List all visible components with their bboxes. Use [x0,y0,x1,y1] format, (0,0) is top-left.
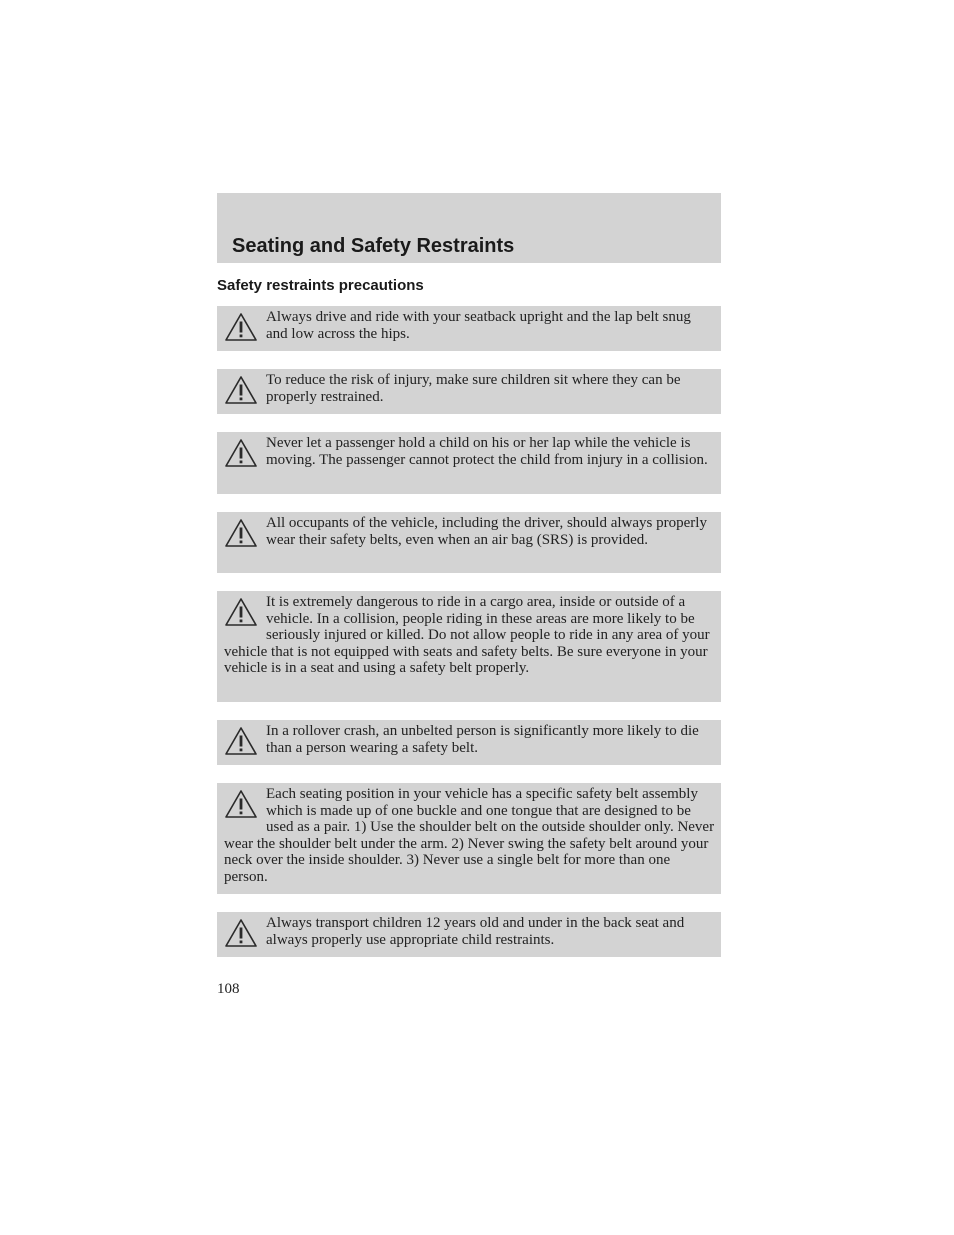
warning-text: All occupants of the vehicle, including the driver, should always properly wear their safety belts, even when an air bag (SRS) is provided. [266,515,707,548]
warning-text: Never let a passenger hold a child on his or her lap while the vehicle is moving. The passenger cannot protect the child from injury in a collision. [266,435,708,468]
warning-triangle-icon [224,789,258,822]
warning-box [217,591,721,702]
chapter-header [217,193,721,263]
warning-box [217,912,721,957]
chapter-title: Seating and Safety Restraints [232,235,515,257]
warning-triangle-icon [224,918,258,951]
warning-box [217,306,721,351]
warning-box [217,432,721,494]
warning-triangle-icon [224,312,258,345]
warning-text: Always transport children 12 years old and under in the back seat and always properly use appropriate child restraints. [266,915,685,948]
warning-box [217,369,721,414]
warning-text: To reduce the risk of injury, make sure children sit where they can be properly restrained. [266,372,681,405]
warning-triangle-icon [224,726,258,759]
warning-box [217,512,721,573]
section-heading: Safety restraints precautions [217,277,424,294]
warning-triangle-icon [224,518,258,551]
warning-box [217,720,721,765]
page-number: 108 [217,981,240,997]
warning-text: Each seating position in your vehicle has a specific safety belt assembly which is made up of one buckle and one tongue that are designed to be used as a pair. 1) Use the shoulder belt on the outside shoulder only. Never wear the shoulder belt under the arm. 2) Never swing the safety belt around your neck over the inside shoulder. 3) Never use a single belt for more than one person. [224,786,715,885]
warning-triangle-icon [224,597,258,630]
warning-text: In a rollover crash, an unbelted person is significantly more likely to die than a person wearing a safety belt. [266,723,699,756]
warning-triangle-icon [224,375,258,408]
warning-box [217,783,721,894]
warning-text: It is extremely dangerous to ride in a cargo area, inside or outside of a vehicle. In a collision, people riding in these areas are more likely to be seriously injured or killed. Do not allow people to ride in any area of your vehicle that is not equipped with seats and safety belts. Be sure everyone in your vehicle is in a seat and using a safety belt properly. [224,594,710,676]
warning-triangle-icon [224,438,258,471]
warning-text: Always drive and ride with your seatback upright and the lap belt snug and low across the hips. [266,309,691,342]
